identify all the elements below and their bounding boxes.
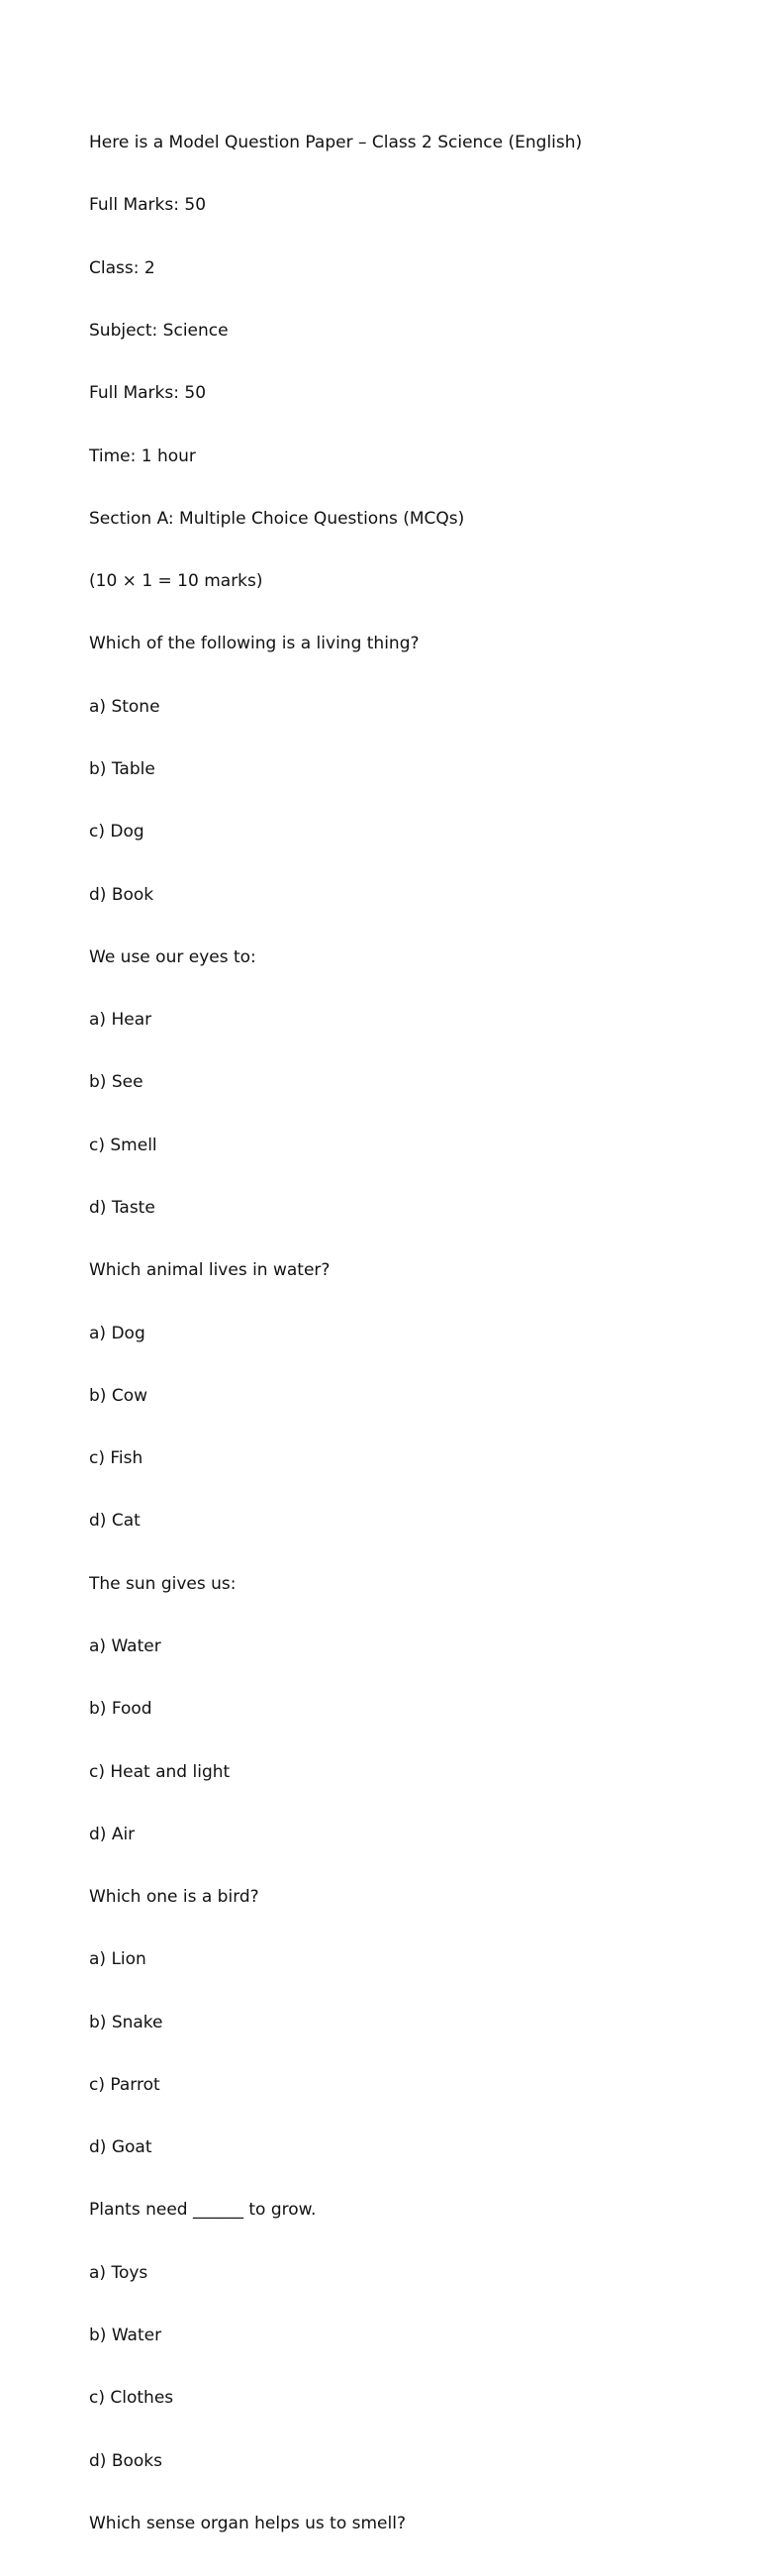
answer-option: a) Stone	[89, 696, 160, 717]
answer-option: a) Water	[89, 1635, 161, 1656]
answer-option: d) Cat	[89, 1511, 141, 1532]
answer-option: b) Cow	[89, 1385, 148, 1406]
answer-option: b) See	[89, 1072, 143, 1093]
question-text: We use our eyes to:	[89, 946, 256, 967]
answer-option: c) Dog	[89, 822, 144, 842]
question-text: Which sense organ helps us to smell?	[89, 2513, 406, 2533]
answer-option: a) Hear	[89, 1010, 152, 1031]
answer-option: c) Fish	[89, 1448, 143, 1469]
section-marks: (10 × 1 = 10 marks)	[89, 571, 263, 592]
question-text: The sun gives us:	[89, 1573, 237, 1594]
answer-option: a) Dog	[89, 1323, 145, 1343]
answer-option: b) Snake	[89, 2012, 163, 2032]
answer-option: c) Parrot	[89, 2074, 160, 2095]
document-title: Here is a Model Question Paper – Class 2 Science (English)	[89, 133, 583, 153]
class-line: Class: 2	[89, 257, 155, 278]
answer-option: b) Table	[89, 759, 155, 779]
time-line: Time: 1 hour	[89, 446, 196, 466]
section-heading: Section A: Multiple Choice Questions (MCQs)	[89, 508, 465, 529]
question-text: Which one is a bird?	[89, 1887, 259, 1908]
answer-option: b) Water	[89, 2326, 162, 2346]
answer-option: c) Smell	[89, 1135, 157, 1155]
answer-option: a) Lion	[89, 1949, 146, 1970]
subject-line: Subject: Science	[89, 321, 229, 342]
question-text: Which animal lives in water?	[89, 1260, 331, 1281]
answer-option: c) Heat and light	[89, 1761, 231, 1782]
answer-option: a) Toys	[89, 2262, 148, 2283]
full-marks-line: Full Marks: 50	[89, 195, 207, 216]
answer-option: d) Taste	[89, 1197, 155, 1218]
answer-option: c) Clothes	[89, 2388, 174, 2409]
answer-option: b) Food	[89, 1699, 152, 1720]
answer-option: d) Books	[89, 2450, 162, 2471]
document-text	[89, 91, 722, 2576]
answer-option: d) Goat	[89, 2137, 152, 2158]
answer-option: d) Book	[89, 884, 154, 905]
question-text: Plants need ______ to grow.	[89, 2200, 317, 2221]
full-marks-line: Full Marks: 50	[89, 383, 207, 404]
answer-option: d) Air	[89, 1824, 136, 1844]
question-text: Which of the following is a living thing?	[89, 634, 420, 654]
